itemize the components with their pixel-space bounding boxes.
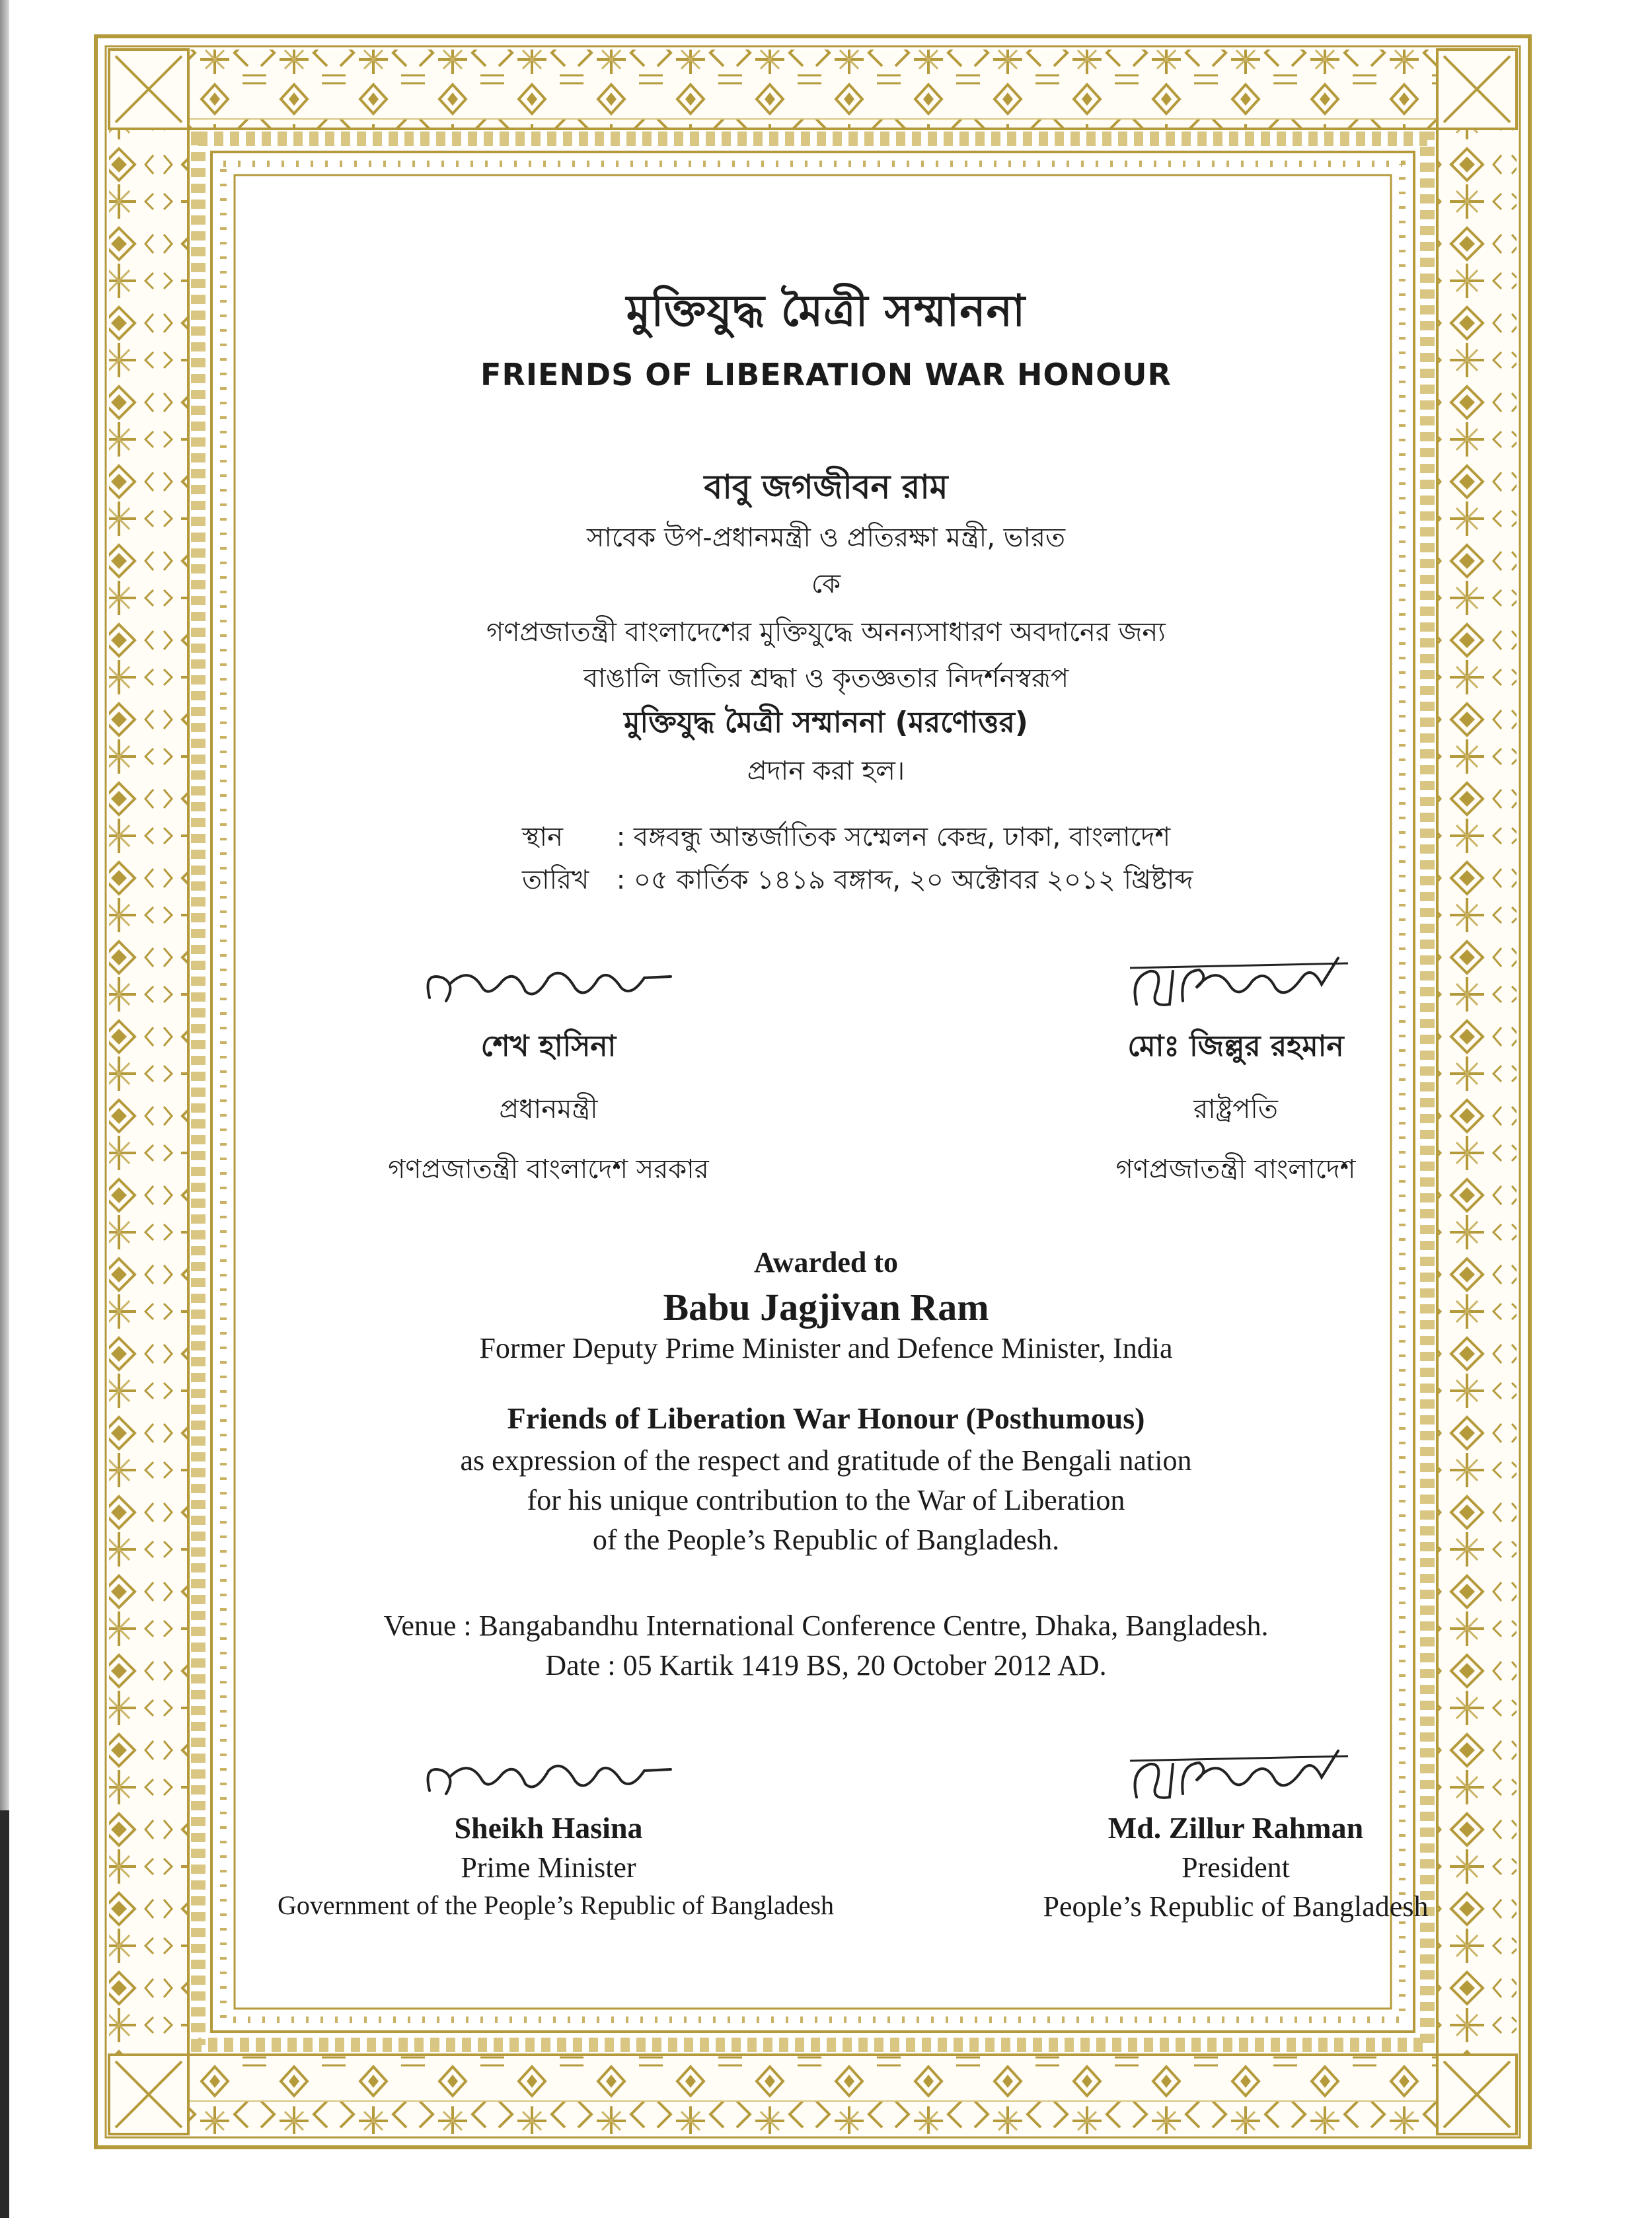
english-recipient-name: Babu Jagjivan Ram — [663, 1286, 989, 1329]
english-right-title: President — [1182, 1851, 1290, 1884]
bengali-right-name: মোঃ জিল্লুর রহমান — [1127, 1029, 1344, 1063]
bengali-venue-label: স্থান — [522, 822, 563, 852]
bengali-body-line-1: গণপ্রজাতন্ত্রী বাংলাদেশের মুক্তিযুদ্ধে অনন্যসাধারণ অবদানের জন্য — [486, 617, 1166, 647]
bengali-left-signatory — [278, 951, 819, 1193]
english-honour-name: Friends of Liberation War Honour (Posthumous) — [507, 1401, 1145, 1435]
signature-sheikh-hasina — [410, 951, 687, 1017]
english-left-title: Prime Minister — [461, 1851, 636, 1884]
english-date: Date : 05 Kartik 1419 BS, 20 October 2012 AD. — [545, 1649, 1107, 1682]
bengali-left-org: গণপ্রজাতন্ত্রী বাংলাদেশ সরকার — [388, 1154, 709, 1185]
bengali-date-row — [522, 859, 1315, 903]
signature-sheikh-hasina-english — [410, 1744, 687, 1810]
signature-zillur-rahman — [1110, 951, 1361, 1017]
bengali-left-title: প্রধানমন্ত্রী — [499, 1094, 598, 1125]
english-left-org: Government of the People’s Republic of Bangladesh — [278, 1890, 835, 1920]
bengali-right-title: রাষ্ট্রপতি — [1193, 1094, 1278, 1125]
bengali-conferred: প্রদান করা হল। — [747, 756, 905, 786]
english-body-line-1: as expression of the respect and gratitude of the Bengali nation — [460, 1444, 1192, 1477]
english-body-line-2: for his unique contribution to the War of Liberation — [527, 1484, 1125, 1516]
bengali-venue-value: : বঙ্গবন্ধু আন্তর্জাতিক সম্মেলন কেন্দ্র, ঢাকা, বাংলাদেশ — [616, 822, 1171, 852]
signature-zillur-rahman-english — [1110, 1744, 1361, 1810]
english-subtitle: FRIENDS OF LIBERATION WAR HONOUR — [480, 357, 1172, 392]
english-right-name: Md. Zillur Rahman — [1108, 1811, 1364, 1845]
bengali-honour-name: মুক্তিযুদ্ধ মৈত্রী সম্মাননা (মরণোত্তর) — [624, 706, 1028, 739]
english-venue: Venue : Bangabandhu International Conference Centre, Dhaka, Bangladesh. — [383, 1609, 1269, 1642]
bengali-right-signatory — [965, 951, 1507, 1193]
english-left-signatory — [278, 1744, 835, 1921]
bengali-right-org: গণপ্রজাতন্ত্রী বাংলাদেশ — [1115, 1154, 1356, 1185]
english-right-signatory — [965, 1744, 1507, 1923]
english-awarded-to: Awarded to — [754, 1246, 898, 1278]
english-left-name: Sheikh Hasina — [454, 1811, 643, 1845]
bengali-ke: কে — [811, 569, 841, 599]
english-right-org: People’s Republic of Bangladesh — [1043, 1890, 1429, 1923]
bengali-recipient-name: বাবু জগজীবন রাম — [704, 468, 948, 506]
bengali-title: মুক্তিযুদ্ধ মৈত্রী সম্মাননা — [626, 285, 1026, 336]
bengali-left-name: শেখ হাসিনা — [480, 1029, 617, 1063]
bengali-date-label: তারিখ — [522, 865, 589, 895]
bengali-recipient-designation: সাবেক উপ-প্রধানমন্ত্রী ও প্রতিরক্ষা মন্ত্রী, ভারত — [586, 523, 1066, 553]
bengali-venue-row — [522, 816, 1315, 860]
bengali-date-value: : ০৫ কার্তিক ১৪১৯ বঙ্গাব্দ, ২০ অক্টোবর ২০১২ খ্রিষ্টাব্দ — [616, 865, 1193, 895]
english-body-line-3: of the People’s Republic of Bangladesh. — [592, 1524, 1060, 1556]
bengali-body-line-2: বাঙালি জাতির শ্রদ্ধা ও কৃতজ্ঞতার নিদর্শনস্বরূপ — [583, 663, 1069, 694]
english-recipient-designation: Former Deputy Prime Minister and Defence Minister, India — [479, 1332, 1173, 1364]
